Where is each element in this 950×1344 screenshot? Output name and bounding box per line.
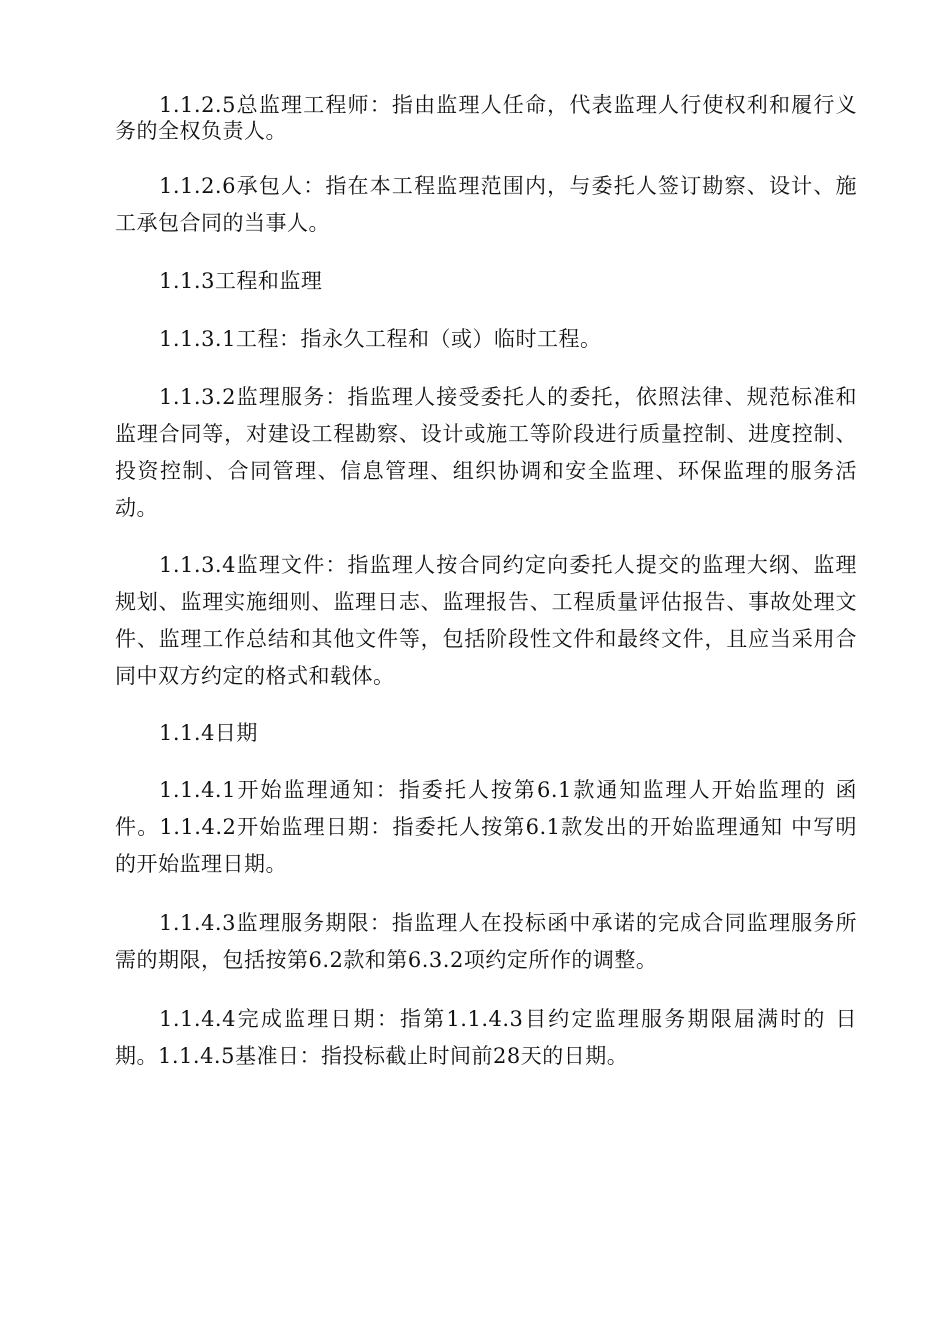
paragraph-1-1-2-6: 1.1.2.6承包人：指在本工程监理范围内，与委托人签订勘察、设计、施工承包合同的当事人。 [115, 174, 857, 235]
section-heading-1-1-3: 1.1.3工程和监理 [159, 269, 323, 293]
paragraph-1-1-2-5: 1.1.2.5总监理工程师：指由监理人任命，代表监理人行使权利和履行义务的全权负责人。 [115, 93, 857, 143]
paragraph-1-1-4-4-and-1-1-4-5: 1.1.4.4完成监理日期：指第1.1.4.3目约定监理服务期限届满时的 日期。1.1.4.5基准日：指投标截止时间前28天的日期。 [115, 1007, 857, 1068]
section-heading-1-1-4: 1.1.4日期 [159, 721, 258, 745]
paragraph-1-1-3-1: 1.1.3.1工程：指永久工程和（或）临时工程。 [159, 327, 602, 351]
paragraph-1-1-3-4: 1.1.3.4监理文件：指监理人按合同约定向委托人提交的监理大纲、监理规划、监理实施细则、监理日志、监理报告、工程质量评估报告、事故处理文件、监理工作总结和其他文件等，包括阶段性文件和最终文件，且应当采用合同中双方约定的格式和载体。 [115, 553, 857, 688]
paragraph-1-1-4-1-and-1-1-4-2: 1.1.4.1开始监理通知：指委托人按第6.1款通知监理人开始监理的 函件。1.1.4.2开始监理日期：指委托人按第6.1款发出的开始监理通知 中写明的开始监理日期。 [115, 778, 857, 876]
paragraph-1-1-3-2: 1.1.3.2监理服务：指监理人接受委托人的委托，依照法律、规范标准和监理合同等，对建设工程勘察、设计或施工等阶段进行质量控制、进度控制、投资控制、合同管理、信息管理、组织协调和安全监理、环保监理的服务活动。 [115, 385, 857, 520]
document-body [115, 92, 857, 1075]
paragraph-1-1-4-3: 1.1.4.3监理服务期限：指监理人在投标函中承诺的完成合同监理服务所需的期限，包括按第6.2款和第6.3.2项约定所作的调整。 [115, 911, 857, 972]
